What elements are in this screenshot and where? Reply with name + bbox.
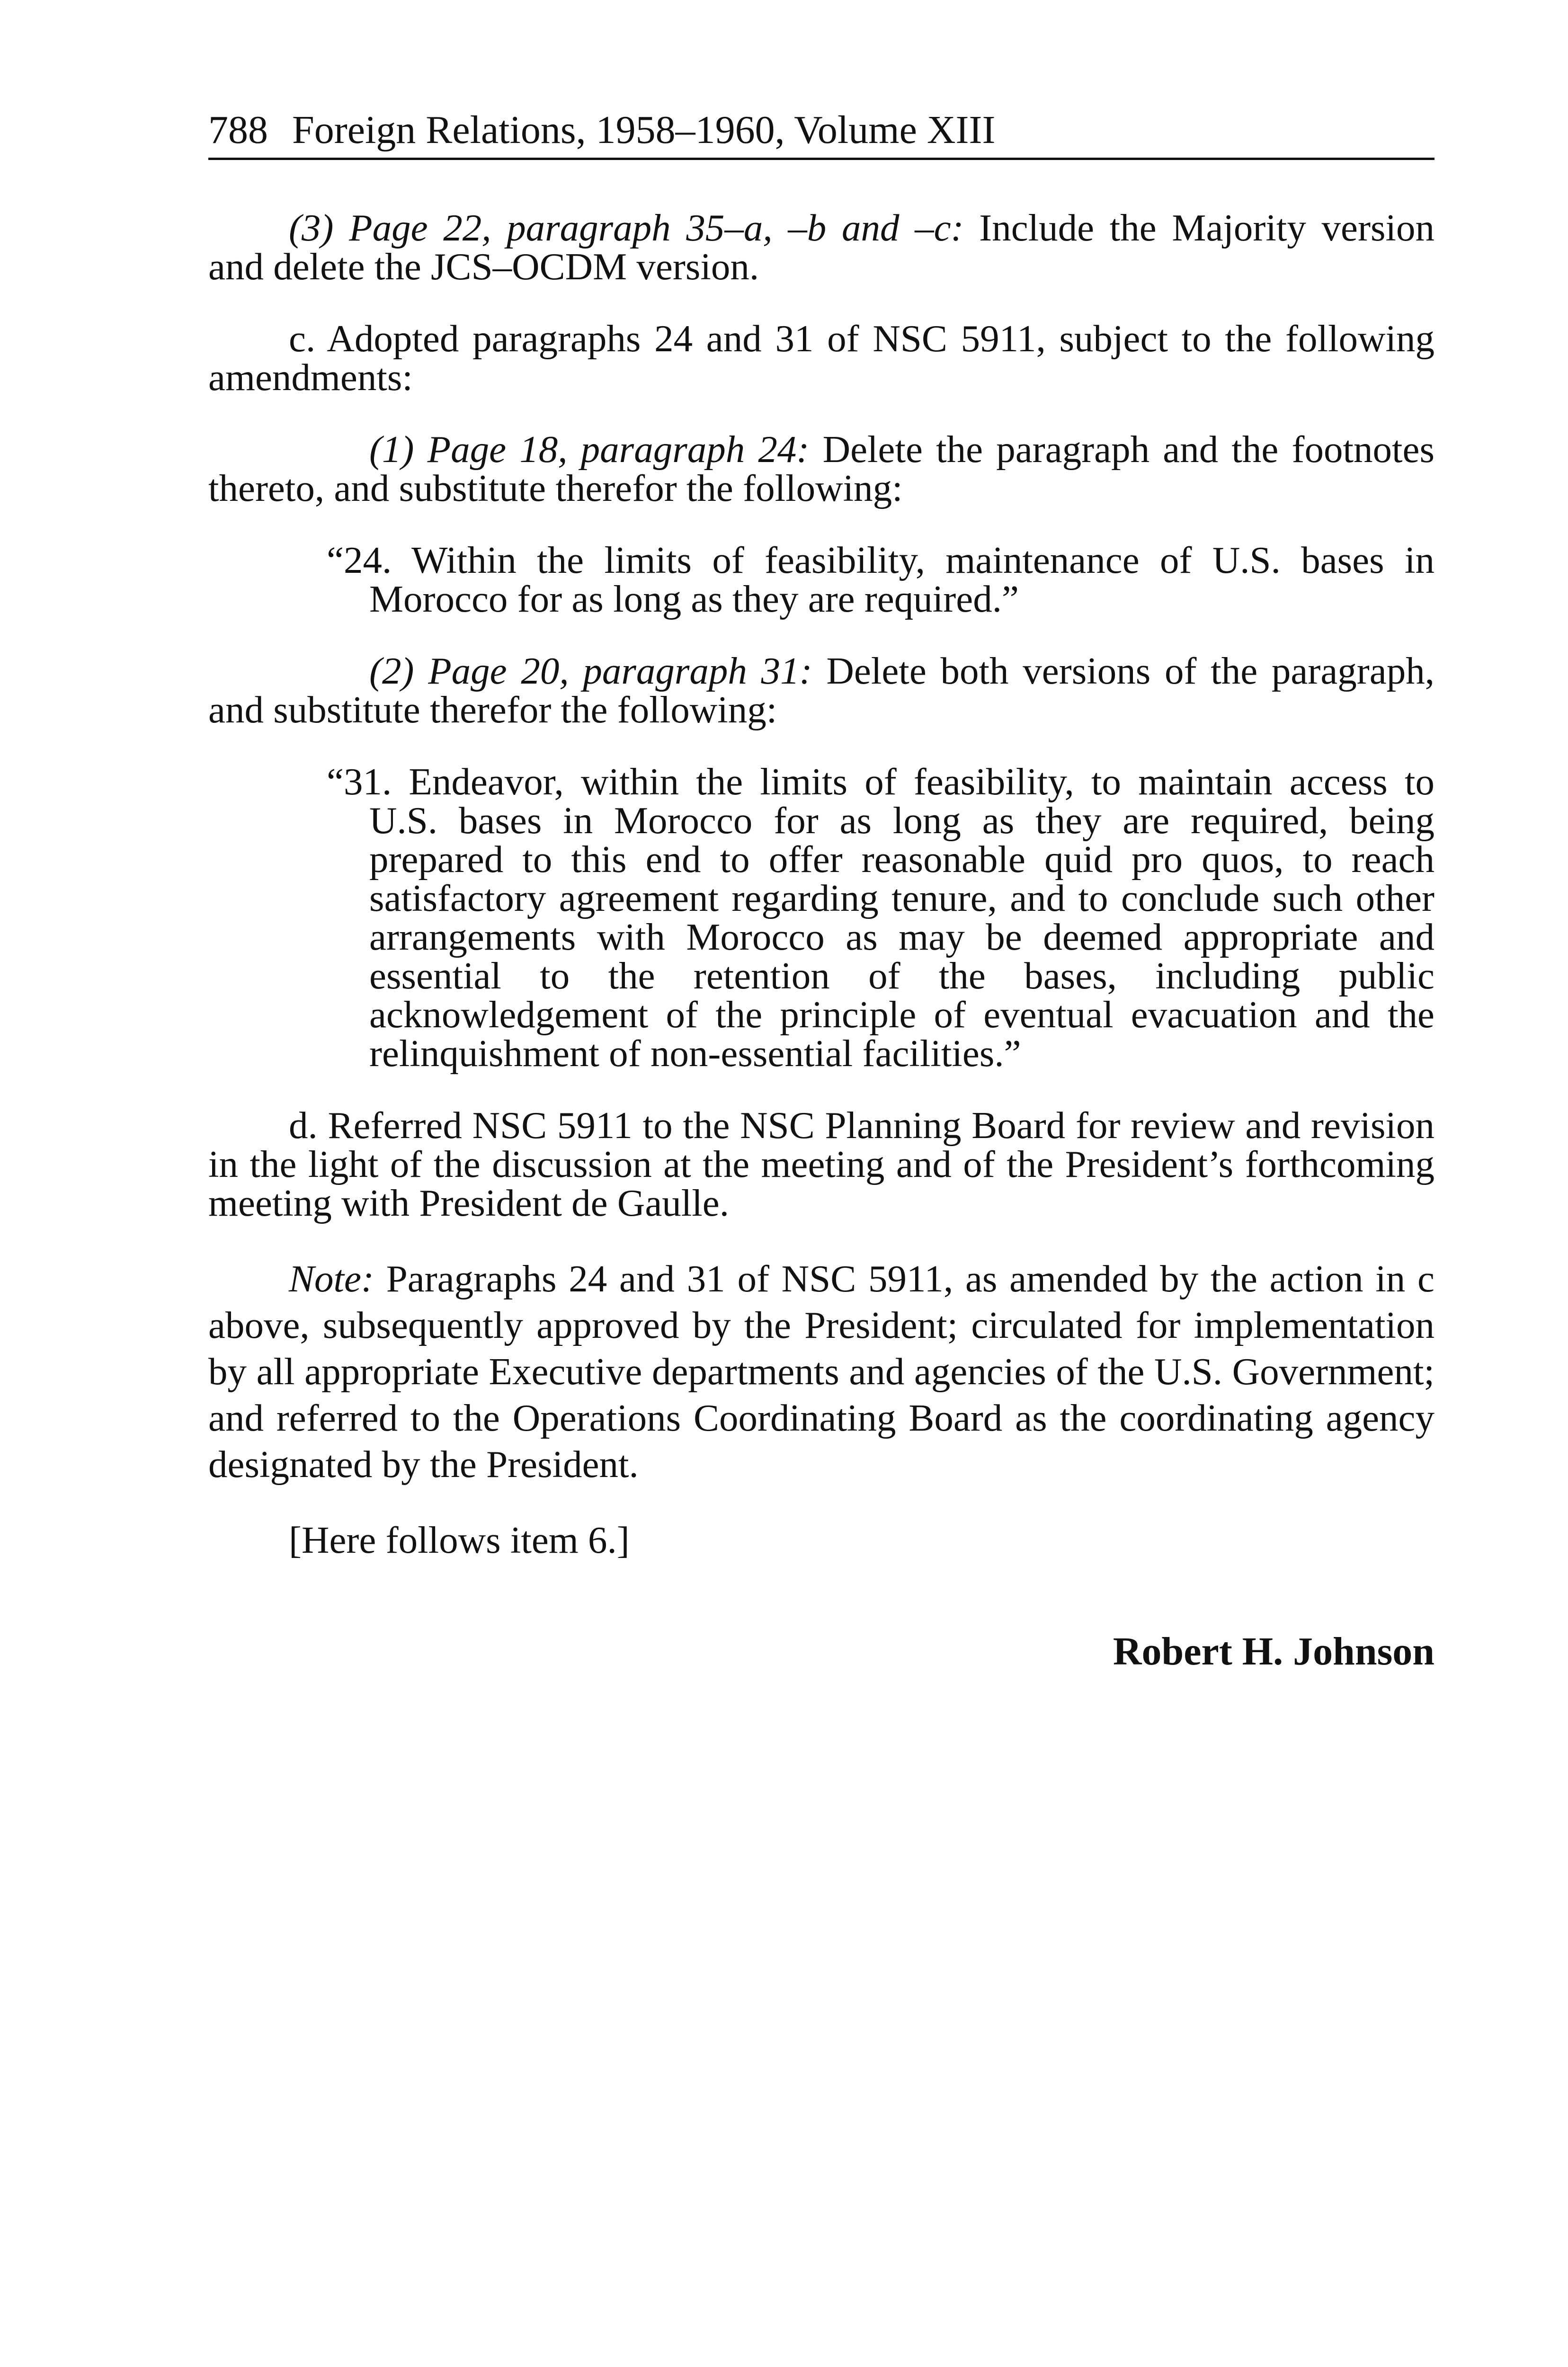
document-body: [208, 208, 1434, 1593]
note-text: Paragraphs 24 and 31 of NSC 5911, as amended by the action in c above, subsequently approved by the President; circulated for implementation by all appropriate Executive departments and agencies of the U.S. Government; and referred to the Operations Coordinating Board as the coordinating agency designated by the President.: [208, 1257, 1434, 1486]
signature: Robert H. Johnson: [1113, 1629, 1434, 1673]
running-header: [208, 107, 1434, 160]
paragraph-b3: [208, 208, 1434, 286]
page-reference: (3) Page 22, paragraph 35–a, –b and –c:: [289, 206, 964, 249]
paragraph-c: c. Adopted paragraphs 24 and 31 of NSC 5911, subject to the following amendments:: [208, 317, 1434, 399]
editorial-note: [Here follows item 6.]: [289, 1519, 630, 1561]
paragraph-c2: [208, 651, 1434, 729]
paragraph-c1: [208, 430, 1434, 507]
note-paragraph: [208, 1255, 1434, 1487]
note-label: Note:: [289, 1257, 374, 1300]
paragraph-text: Delete the paragraph and the footnotes thereto, and substitute therefor the following:: [208, 428, 1434, 509]
quoted-paragraph-31: “31. Endeavor, within the limits of feasibility, to maintain access to U.S. bases in Morocco for as long as they are required, being prepared to this end to offer reasonable quid pro quos, to reach satisfactory agreement regarding tenure, and to conclude such other arrangements with Morocco as may be deemed appropriate and essential to the retention of the bases, including public acknowledgement of the principle of eventual evacuation and the relinquishment of non-essential facilities.”: [327, 760, 1434, 1075]
volume-title: Foreign Relations, 1958–1960, Volume XIII: [292, 108, 996, 152]
paragraph-text: Include the Majority version and delete the JCS–OCDM version.: [208, 206, 1434, 288]
page-number: 788: [208, 108, 268, 152]
quoted-paragraph-24: “24. Within the limits of feasibility, maintenance of U.S. bases in Morocco for as long as they are required.”: [327, 539, 1434, 620]
page-reference: (1) Page 18, paragraph 24:: [369, 428, 810, 471]
paragraph-text: Delete both versions of the paragraph, and substitute therefor the following:: [208, 650, 1434, 731]
page-reference: (2) Page 20, paragraph 31:: [369, 650, 812, 692]
paragraph-d: d. Referred NSC 5911 to the NSC Planning Board for review and revision in the light of the discussion at the meeting and of the President’s forthcoming meeting with President de Gaulle.: [208, 1104, 1434, 1224]
